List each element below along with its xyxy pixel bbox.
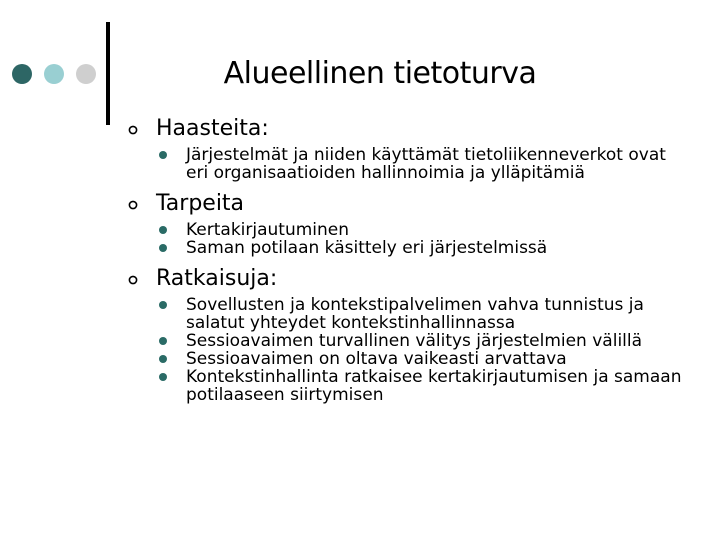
list-item-text: Kertakirjautuminen bbox=[186, 220, 350, 240]
list-item bbox=[159, 332, 688, 350]
section-heading-text: Ratkaisuja: bbox=[156, 266, 278, 291]
list-item-text: Kontekstinhallinta ratkaisee kertakirjautumisen ja samaan potilaaseen siirtymisen bbox=[186, 367, 682, 405]
list-item bbox=[159, 146, 688, 182]
dot-bullet-icon bbox=[159, 373, 167, 381]
dot-bullet-icon bbox=[159, 226, 167, 234]
list-item bbox=[159, 368, 688, 404]
dot-gray bbox=[76, 64, 96, 84]
list-item-text: Sovellusten ja kontekstipalvelimen vahva tunnistus ja salatut yhteydet kontekstinhallinnassa bbox=[186, 295, 644, 333]
list-item-text: Saman potilaan käsittely eri järjestelmissä bbox=[186, 238, 548, 258]
decorative-dots bbox=[12, 64, 96, 84]
ring-bullet-icon bbox=[128, 125, 138, 135]
dot-bullet-icon bbox=[159, 355, 167, 363]
dot-bullet-icon bbox=[159, 151, 167, 159]
dot-light-teal bbox=[44, 64, 64, 84]
ring-bullet-icon bbox=[128, 200, 138, 210]
section-heading-text: Tarpeita bbox=[156, 191, 245, 216]
section-heading bbox=[128, 266, 688, 292]
section-heading-text: Haasteita: bbox=[156, 116, 269, 141]
slide-content bbox=[128, 116, 688, 404]
list-item-text: Järjestelmät ja niiden käyttämät tietoliikenneverkot ovat eri organisaatioiden hallinnoimia ja ylläpitämiä bbox=[186, 145, 666, 183]
dot-dark-teal bbox=[12, 64, 32, 84]
dot-bullet-icon bbox=[159, 301, 167, 309]
list-item bbox=[159, 221, 688, 239]
list-item bbox=[159, 350, 688, 368]
title-divider bbox=[106, 22, 110, 125]
list-item bbox=[159, 296, 688, 332]
list-item-text: Sessioavaimen turvallinen välitys järjestelmien välillä bbox=[186, 331, 643, 351]
section-heading bbox=[128, 191, 688, 217]
sub-list bbox=[128, 221, 688, 257]
list-item-text: Sessioavaimen on oltava vaikeasti arvattava bbox=[186, 349, 567, 369]
slide-title: Alueellinen tietoturva bbox=[223, 56, 537, 91]
sub-list bbox=[128, 296, 688, 404]
sub-list bbox=[128, 146, 688, 182]
section-heading bbox=[128, 116, 688, 142]
list-item bbox=[159, 239, 688, 257]
dot-bullet-icon bbox=[159, 244, 167, 252]
ring-bullet-icon bbox=[128, 275, 138, 285]
dot-bullet-icon bbox=[159, 337, 167, 345]
